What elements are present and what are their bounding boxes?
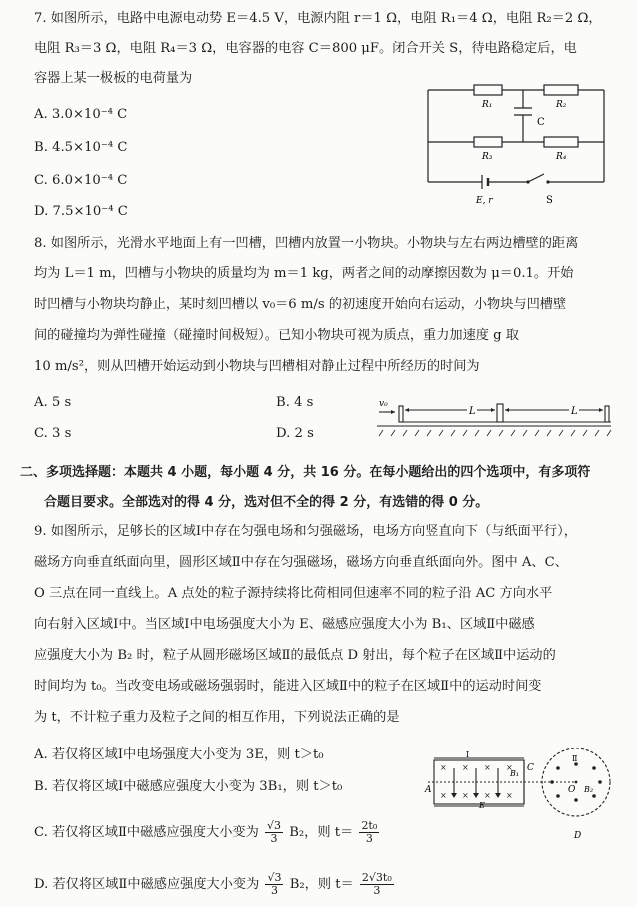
q9-option-d [34, 872, 396, 897]
q8-option-c: C. 3 s [34, 426, 72, 441]
q7-label-r2: R₂ [556, 100, 567, 110]
q9-label-a: A [425, 785, 432, 795]
q7-label-r4: R₄ [556, 152, 567, 162]
q9-field-diagram [424, 748, 622, 840]
q9-option-c-mid: B₂，则 t＝ [289, 825, 354, 840]
q9-line-7: 为 t，不计粒子重力及粒子之间的相互作用，下列说法正确的是 [34, 710, 400, 725]
q7-label-r1: R₁ [482, 100, 493, 110]
q7-line-2: 电阻 R₃＝3 Ω，电阻 R₄＝3 Ω，电容器的电容 C＝800 μF。闭合开关 S，待电路稳定后，电 [34, 41, 577, 56]
q9-line-1: 9. 如图所示，足够长的区域Ⅰ中存在匀强电场和匀强磁场，电场方向竖直向下（与纸面平行）， [34, 524, 577, 539]
section2-heading-line-1: 二、多项选择题：本题共 4 小题，每小题 4 分，共 16 分。在每小题给出的四个选项中，有多项符 [20, 465, 591, 480]
q9-option-d-mid: B₂，则 t＝ [289, 877, 354, 892]
q7-label-r3: R₃ [482, 152, 493, 162]
q7-option-b: B. 4.5×10⁻⁴ C [34, 140, 128, 155]
section2-heading-line-2: 合题目要求。全部选对的得 4 分，选对但不全的得 2 分，有选错的得 0 分。 [44, 495, 489, 510]
q8-line-5: 10 m/s²，则从凹槽开始运动到小物块与凹槽相对静止过程中所经历的时间为 [34, 359, 480, 374]
q8-option-a: A. 5 s [34, 395, 72, 410]
q8-label-v0: v₀ [379, 399, 388, 409]
q9-line-6: 时间均为 t₀。当改变电场或磁场强弱时，能进入区域Ⅱ中的粒子在区域Ⅱ中的运动时间变 [34, 679, 542, 694]
svg-text:×: × [440, 791, 447, 800]
q8-line-1: 8. 如图所示，光滑水平地面上有一凹槽，凹槽内放置一小物块。小物块与左右两边槽壁的距离 [34, 236, 579, 251]
q9-option-d-text: D. 若仅将区域Ⅱ中磁感应强度大小变为 [34, 877, 260, 892]
svg-text:×: × [440, 763, 447, 772]
q8-label-l2: L [571, 406, 578, 417]
q9-option-b: B. 若仅将区域Ⅰ中磁感应强度大小变为 3B₁，则 t＞t₀ [34, 779, 343, 794]
q9-label-region-1: Ⅰ [466, 750, 470, 759]
q9-option-c-fraction-2: $\frac{\text{2t₀}}{3}$ [361, 819, 378, 845]
q8-line-3: 时凹槽与小物块均静止，某时刻凹槽以 v₀＝6 m/s 的初速度开始向右运动，小物块与凹槽壁 [34, 297, 567, 312]
q9-line-5: 应强度大小为 B₂ 时，粒子从圆形磁场区域Ⅱ的最低点 D 射出，每个粒子在区域Ⅱ中运动的 [34, 648, 556, 663]
q9-option-c [34, 820, 381, 845]
q9-label-o: O [568, 785, 576, 795]
q8-line-2: 均为 L＝1 m，凹槽与小物块的质量均为 m＝1 kg，两者之间的动摩擦因数为 μ＝0.1。开始 [34, 266, 574, 281]
q9-label-d: D [574, 831, 582, 840]
q9-line-3: O 三点在同一直线上。A 点处的粒子源持续将比荷相同但速率不同的粒子沿 AC 方向水平 [34, 586, 553, 601]
q7-line-1: 7. 如图所示，电路中电源电动势 E＝4.5 V，电源内阻 r＝1 Ω，电阻 R₁＝4 Ω，电阻 R₂＝2 Ω， [34, 11, 602, 26]
svg-text:×: × [484, 763, 491, 772]
q9-option-c-text: C. 若仅将区域Ⅱ中磁感应强度大小变为 [34, 825, 259, 840]
q7-line-3: 容器上某一极板的电荷量为 [34, 71, 193, 86]
q9-option-c-fraction-1: $\frac{√3}{3}$ [266, 819, 281, 845]
q9-label-c: C [527, 763, 534, 773]
q7-label-s: S [546, 195, 553, 206]
q9-option-a: A. 若仅将区域Ⅰ中电场强度大小变为 3E，则 t＞t₀ [34, 747, 324, 762]
q9-label-b1: B₁ [510, 769, 520, 778]
q8-label-l1: L [469, 406, 476, 417]
q9-label-region-2: Ⅱ [572, 754, 578, 763]
q7-label-c: C [537, 117, 545, 128]
q9-line-4: 向右射入区域Ⅰ中。当区域Ⅰ中电场强度大小为 E、磁感应强度大小为 B₁、区域Ⅱ中磁感 [34, 617, 535, 632]
svg-text:×: × [506, 763, 513, 772]
q9-option-d-fraction-1: $\frac{√3}{3}$ [267, 871, 282, 897]
q8-line-4: 间的碰撞均为弹性碰撞（碰撞时间极短）。已知小物块可视为质点，重力加速度 g 取 [34, 328, 519, 343]
svg-text:×: × [462, 763, 469, 772]
q9-line-2: 磁场方向垂直纸面向里，圆形区域Ⅱ中存在匀强磁场，磁场方向垂直纸面向外。图中 A、C、 [34, 555, 568, 570]
q7-option-d: D. 7.5×10⁻⁴ C [34, 204, 128, 219]
q8-option-d: D. 2 s [276, 426, 314, 441]
q7-option-a: A. 3.0×10⁻⁴ C [34, 107, 128, 122]
svg-text:×: × [506, 791, 513, 800]
q7-option-c: C. 6.0×10⁻⁴ C [34, 173, 128, 188]
q7-label-er: E, r [476, 196, 493, 206]
q7-circuit-diagram [420, 80, 620, 210]
q8-option-b: B. 4 s [276, 395, 314, 410]
svg-text:×: × [484, 791, 491, 800]
svg-text:×: × [462, 791, 469, 800]
q9-option-d-fraction-2: $\frac{\text{2√3t₀}}{3}$ [361, 871, 392, 897]
q8-groove-diagram [373, 392, 618, 438]
q9-label-b2: B₂ [584, 785, 594, 794]
q9-label-e: E [479, 801, 485, 810]
